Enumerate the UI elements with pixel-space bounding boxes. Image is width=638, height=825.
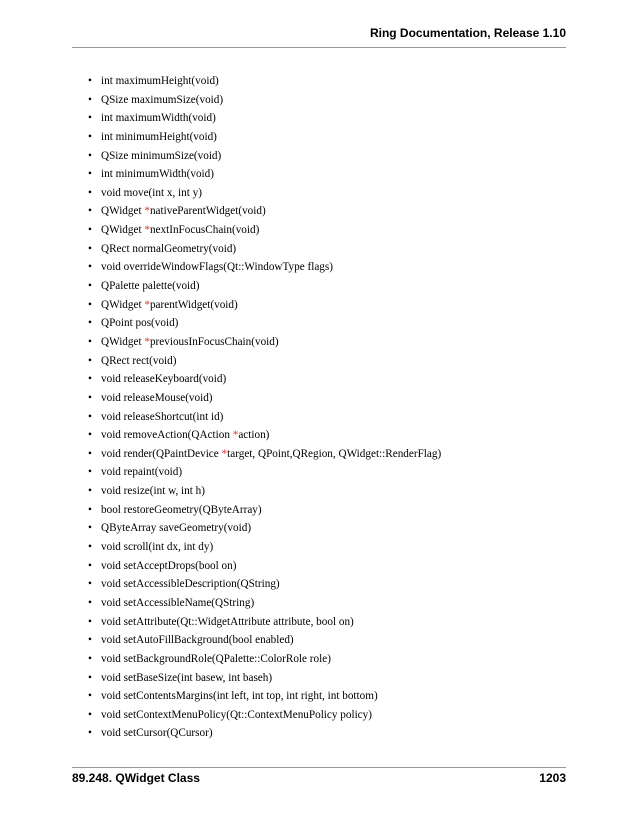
method-signature: void setBaseSize(int basew, int baseh) [101, 671, 273, 684]
method-item [88, 428, 441, 447]
pointer-star: * [144, 335, 150, 348]
method-item [88, 204, 441, 223]
method-item [88, 559, 441, 578]
method-signature: void releaseMouse(void) [101, 391, 213, 404]
method-signature: void setContextMenuPolicy(Qt::ContextMenuPolicy policy) [101, 708, 372, 721]
bullet-icon: • [88, 522, 92, 535]
bullet-icon: • [88, 298, 92, 311]
bullet-icon: • [88, 671, 92, 684]
method-signature: void removeAction(QAction [101, 429, 233, 442]
method-item [88, 726, 441, 745]
method-signature: void releaseKeyboard(void) [101, 373, 227, 386]
method-signature: void setAutoFillBackground(bool enabled) [101, 634, 294, 647]
method-signature-rest: target, QPoint,QRegion, QWidget::RenderFlag) [227, 447, 442, 460]
bullet-icon: • [88, 168, 92, 181]
method-item [88, 708, 441, 727]
method-item [88, 279, 441, 298]
method-signature: int minimumWidth(void) [101, 168, 214, 181]
bullet-icon: • [88, 317, 92, 330]
page-number: 1203 [539, 771, 566, 785]
bullet-icon: • [88, 708, 92, 721]
method-signature: void setAccessibleName(QString) [101, 596, 255, 609]
method-item [88, 689, 441, 708]
bullet-icon: • [88, 690, 92, 703]
bullet-icon: • [88, 466, 92, 479]
method-signature: QPalette palette(void) [101, 280, 200, 293]
method-signature: void releaseShortcut(int id) [101, 410, 224, 423]
bullet-icon: • [88, 447, 92, 460]
method-signature: int maximumWidth(void) [101, 112, 216, 125]
method-item [88, 223, 441, 242]
method-signature: QWidget [101, 224, 145, 237]
bullet-icon: • [88, 541, 92, 554]
method-item [88, 540, 441, 559]
method-signature: int maximumHeight(void) [101, 75, 219, 87]
footer-divider [72, 767, 566, 768]
bullet-icon: • [88, 485, 92, 498]
bullet-icon: • [88, 578, 92, 591]
pointer-star: * [144, 298, 150, 311]
method-item [88, 167, 441, 186]
method-list [88, 74, 441, 745]
method-signature: void resize(int w, int h) [101, 485, 205, 498]
bullet-icon: • [88, 112, 92, 125]
method-signature: QSize minimumSize(void) [101, 149, 222, 162]
bullet-icon: • [88, 335, 92, 348]
bullet-icon: • [88, 205, 92, 218]
method-item [88, 242, 441, 261]
method-signature: void setAcceptDrops(bool on) [101, 559, 237, 572]
bullet-icon: • [88, 130, 92, 143]
method-item [88, 615, 441, 634]
method-signature: QWidget [101, 298, 145, 311]
method-signature: void setContentsMargins(int left, int top, int right, int bottom) [101, 690, 378, 703]
bullet-icon: • [88, 224, 92, 237]
method-item [88, 465, 441, 484]
method-item [88, 74, 441, 93]
pointer-star: * [144, 205, 150, 218]
method-item [88, 111, 441, 130]
method-signature: QRect normalGeometry(void) [101, 242, 237, 255]
method-signature: QByteArray saveGeometry(void) [101, 522, 252, 535]
method-signature: QWidget [101, 205, 145, 218]
bullet-icon: • [88, 354, 92, 367]
method-signature: void scroll(int dx, int dy) [101, 541, 214, 554]
method-signature: QPoint pos(void) [101, 317, 179, 330]
bullet-icon: • [88, 75, 92, 87]
method-signature: void move(int x, int y) [101, 186, 202, 199]
bullet-icon: • [88, 261, 92, 274]
method-signature: void setAccessibleDescription(QString) [101, 578, 280, 591]
bullet-icon: • [88, 429, 92, 442]
method-item [88, 671, 441, 690]
bullet-icon: • [88, 410, 92, 423]
pointer-star: * [232, 429, 239, 442]
method-signature: QSize maximumSize(void) [101, 93, 224, 106]
method-item [88, 186, 441, 205]
bullet-icon: • [88, 727, 92, 740]
bullet-icon: • [88, 559, 92, 572]
method-signature: void render(QPaintDevice [101, 447, 222, 460]
method-item [88, 391, 441, 410]
method-signature: void setCursor(QCursor) [101, 727, 213, 740]
bullet-icon: • [88, 391, 92, 404]
method-item [88, 484, 441, 503]
method-signature: QRect rect(void) [101, 354, 177, 367]
method-signature: void setBackgroundRole(QPalette::ColorRole role) [101, 652, 331, 665]
method-item [88, 577, 441, 596]
method-item [88, 652, 441, 671]
method-signature-rest: action) [238, 429, 270, 442]
method-signature: void setAttribute(Qt::WidgetAttribute attribute, bool on) [101, 615, 354, 628]
method-item [88, 633, 441, 652]
bullet-icon: • [88, 280, 92, 293]
method-item [88, 354, 441, 373]
bullet-icon: • [88, 373, 92, 386]
method-item [88, 596, 441, 615]
bullet-icon: • [88, 149, 92, 162]
method-signature-rest: nextInFocusChain(void) [149, 224, 260, 237]
pointer-star: * [144, 224, 150, 237]
bullet-icon: • [88, 503, 92, 516]
method-signature: int minimumHeight(void) [101, 130, 217, 143]
method-signature: QWidget [101, 335, 145, 348]
method-item [88, 521, 441, 540]
method-item [88, 410, 441, 429]
section-title: 89.248. QWidget Class [72, 771, 200, 785]
method-item [88, 130, 441, 149]
method-signature: void repaint(void) [101, 466, 183, 479]
bullet-icon: • [88, 634, 92, 647]
method-signature-rest: parentWidget(void) [149, 298, 238, 311]
method-item [88, 335, 441, 354]
method-item [88, 372, 441, 391]
method-item [88, 503, 441, 522]
method-signature-rest: previousInFocusChain(void) [149, 335, 279, 348]
bullet-icon: • [88, 615, 92, 628]
method-item [88, 316, 441, 335]
method-signature: void overrideWindowFlags(Qt::WindowType flags) [101, 261, 333, 274]
method-item [88, 149, 441, 168]
header-divider [72, 47, 566, 48]
method-item [88, 260, 441, 279]
bullet-icon: • [88, 596, 92, 609]
document-title: Ring Documentation, Release 1.10 [369, 26, 566, 40]
method-item [88, 447, 441, 466]
bullet-icon: • [88, 93, 92, 106]
method-item [88, 298, 441, 317]
bullet-icon: • [88, 652, 92, 665]
pointer-star: * [221, 447, 228, 460]
method-signature: bool restoreGeometry(QByteArray) [101, 503, 262, 516]
method-item [88, 93, 441, 112]
bullet-icon: • [88, 242, 92, 255]
method-signature-rest: nativeParentWidget(void) [149, 205, 266, 218]
bullet-icon: • [88, 186, 92, 199]
